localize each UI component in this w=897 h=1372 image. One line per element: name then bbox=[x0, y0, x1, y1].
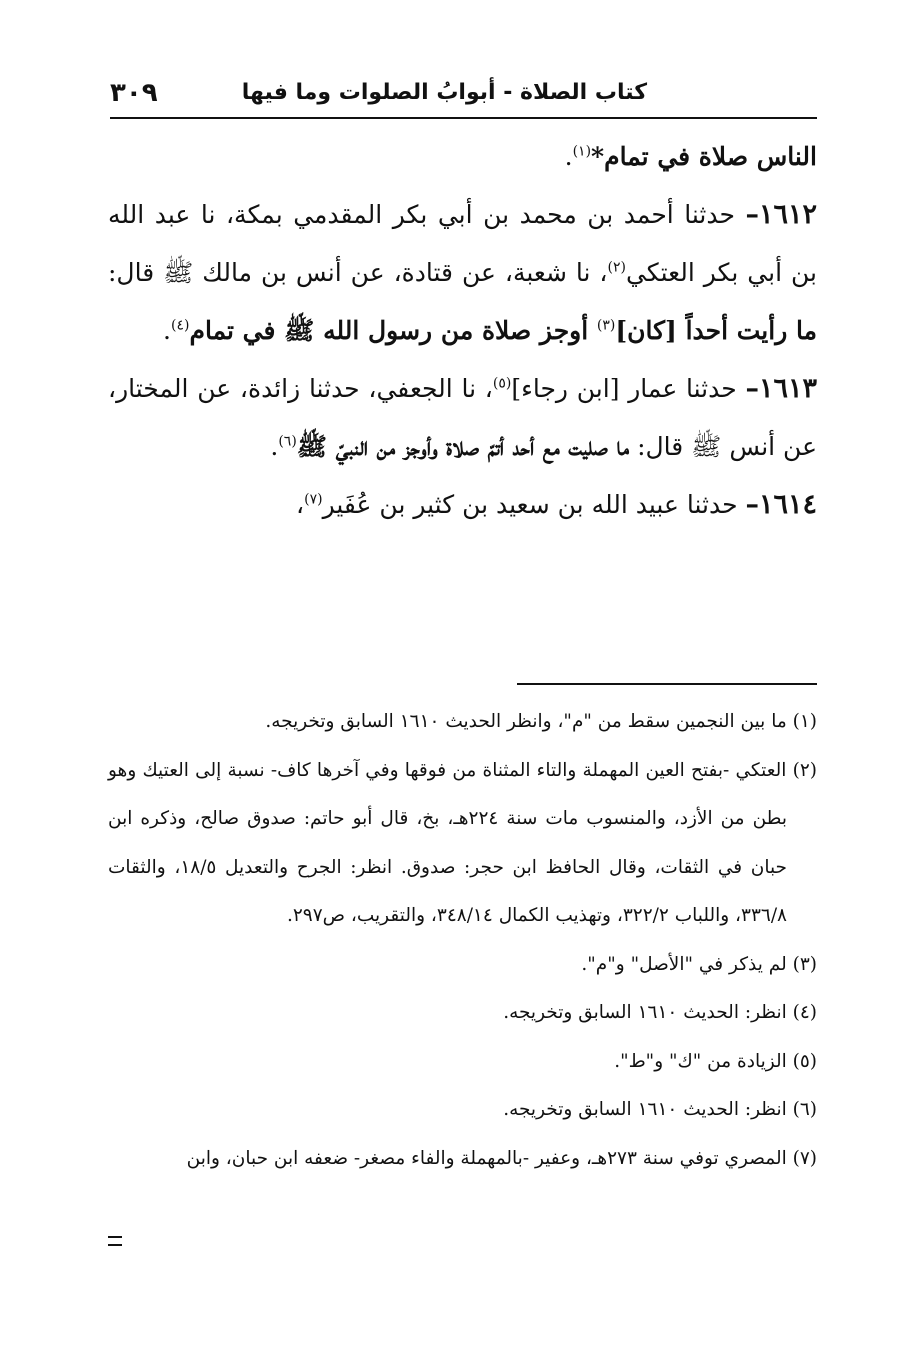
hadith-1613 bbox=[108, 360, 817, 476]
footnote-3: (٣) لم يذكر في "الأصل" و"م". bbox=[581, 953, 817, 975]
footnote-5: (٥) الزيادة من "ك" و"ط". bbox=[614, 1050, 817, 1072]
hadith-1614 bbox=[108, 476, 817, 534]
continuation-text: الناس صلاة في تمام* bbox=[591, 142, 817, 171]
footnote-ref: (١) bbox=[572, 143, 592, 160]
page-number: ٣٠٩ bbox=[110, 78, 158, 108]
main-text bbox=[108, 128, 817, 534]
footnote-ref: (٧) bbox=[304, 491, 323, 508]
footnote-ref: (٥) bbox=[492, 375, 512, 392]
running-title: كتاب الصلاة - أبوابُ الصلوات وما فيها bbox=[241, 80, 647, 105]
isnad-text: ، نا الجعفي، حدثنا زائدة، عن المختار، عن أنس ﷺ قال: bbox=[108, 374, 817, 461]
header-rule bbox=[110, 117, 817, 119]
running-header bbox=[110, 70, 817, 114]
matn-text: أوجز صلاة من رسول الله ﷺ في تمام bbox=[189, 316, 597, 345]
isnad-text: حدثنا عبيد الله بن سعيد بن كثير بن عُفَير bbox=[322, 490, 746, 519]
hadith-number: ١٦١٢– bbox=[745, 199, 817, 230]
footnote-ref: (٢) bbox=[607, 259, 626, 276]
matn-text: ما صليت مع أحد أتمّ صلاة وأوجز من النبيّ ﷺ bbox=[296, 432, 630, 461]
hadith-number: ١٦١٤– bbox=[745, 489, 817, 520]
isnad-text: حدثنا عمار [ابن رجاء] bbox=[511, 374, 746, 403]
footnotes bbox=[108, 698, 817, 1183]
footnote-ref: (٦) bbox=[278, 433, 297, 450]
isnad-text: حدثنا أحمد بن محمد بن أبي بكر المقدمي بمكة، نا عبد الله بن أبي بكر العتكي bbox=[108, 200, 817, 287]
footnote-6: (٦) انظر: الحديث ١٦١٠ السابق وتخريجه. bbox=[503, 1099, 817, 1120]
punctuation: . bbox=[564, 142, 573, 171]
hadith-1612 bbox=[108, 186, 817, 360]
continuation-mark bbox=[108, 1236, 122, 1246]
paragraph-continuation bbox=[108, 128, 817, 186]
punctuation: . bbox=[270, 432, 279, 461]
hadith-number: ١٦١٣– bbox=[745, 373, 817, 404]
footnote-4: (٤) انظر: الحديث ١٦١٠ السابق وتخريجه. bbox=[503, 1002, 817, 1023]
punctuation: . bbox=[163, 316, 171, 345]
footnote-2: (٢) العتكي -بفتح العين المهملة والتاء المثناة من فوقها وفي آخرها كاف- نسبة إلى العتيك وهو بطن من الأزد، والمنسوب مات سنة ٢٢٤هـ، بخ، قال أبو حاتم: صدوق صالح، وذكره ابن حبان في الثقات، وقال الحافظ ابن حجر: صدوق. انظر: الجرح والتعديل ١٨/٥، والثقات ٣٣٦/٨، واللباب ٣٢٢/٢، وتهذيب الكمال ٣٤٨/١٤، والتقريب، ص٢٩٧. bbox=[108, 759, 817, 926]
punctuation: ، bbox=[296, 490, 305, 519]
footnote-ref: (٤) bbox=[171, 317, 190, 334]
footnote-ref: (٣) bbox=[596, 317, 616, 334]
isnad-text: ، نا شعبة، عن قتادة، عن أنس بن مالك ﷺ قال: bbox=[108, 258, 608, 287]
footnote-separator bbox=[517, 683, 817, 685]
footnote-7: (٧) المصري توفي سنة ٢٧٣هـ، وعفير -بالمهملة والفاء مصغر- ضعفه ابن حبان، وابن bbox=[186, 1147, 817, 1169]
matn-text: ما رأيت أحداً [كان] bbox=[615, 316, 817, 345]
footnote-1: (١) ما بين النجمين سقط من "م"، وانظر الحديث ١٦١٠ السابق وتخريجه. bbox=[265, 711, 817, 732]
